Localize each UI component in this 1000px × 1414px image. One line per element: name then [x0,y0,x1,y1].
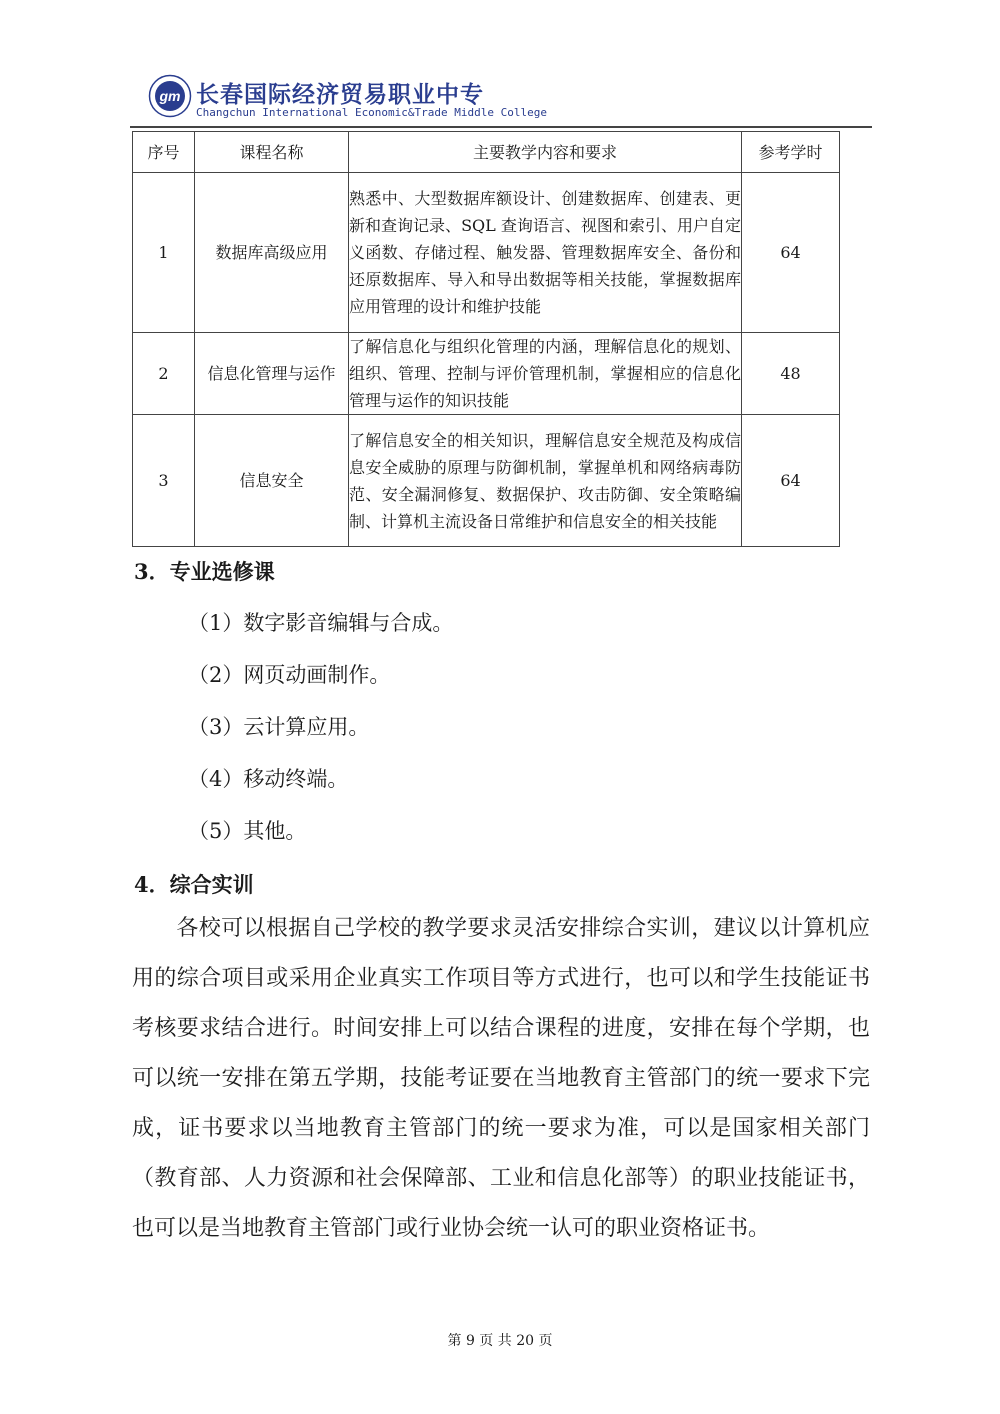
table-row [133,333,840,415]
page-number: 第 9 页 共 20 页 [447,1333,553,1349]
table-header-row [133,132,840,173]
row-course-name [195,173,349,333]
elective-item: （1）数字影音编辑与合成。 [188,611,454,635]
school-name-cn: 长春国际经济贸易职业中专 [196,81,484,108]
section3-heading: 3．专业选修课 [134,559,275,584]
course-name-text: 信息安全 [239,471,304,490]
header-divider [130,126,872,128]
header-no: 序号 [133,132,195,173]
row-hours: 64 [742,415,840,547]
elective-item: （2）网页动画制作。 [188,663,391,687]
elective-item: （5）其他。 [188,819,307,843]
school-name-en: Changchun International Economic&Trade Middle College [196,106,547,119]
section4-paragraph [132,904,870,1254]
course-table [132,131,840,547]
row-course-name [195,415,349,547]
course-name-text: 信息化管理与运作 [207,364,336,383]
header-content: 主要教学内容和要求 [349,132,742,173]
elective-item: （3）云计算应用。 [188,715,370,739]
row-hours: 48 [742,333,840,415]
course-name-text: 数据库高级应用 [215,243,328,262]
table-row [133,415,840,547]
row-no: 2 [133,333,195,415]
row-no: 3 [133,415,195,547]
row-content: 了解信息化与组织化管理的内涵，理解信息化的规划、组织、管理、控制与评价管理机制，掌握相应的信息化管理与运作的知识技能 [349,333,742,415]
logo-text: gm [159,88,181,104]
elective-item: （4）移动终端。 [188,767,349,791]
header-hours: 参考学时 [742,132,840,173]
row-hours: 64 [742,173,840,333]
page-header [148,72,878,124]
table-row [133,173,840,333]
row-content: 了解信息安全的相关知识，理解信息安全规范及构成信息安全威胁的原理与防御机制，掌握单机和网络病毒防范、安全漏洞修复、数据保护、攻击防御、安全策略编制、计算机主流设备日常维护和信息安全的相关技能 [349,415,742,547]
school-logo-icon [148,74,192,118]
section4-paragraph-text: 各校可以根据自己学校的教学要求灵活安排综合实训，建议以计算机应用的综合项目或采用企业真实工作项目等方式进行，也可以和学生技能证书考核要求结合进行。时间安排上可以结合课程的进度，安排在每个学期，也可以统一安排在第五学期，技能考证要在当地教育主管部门的统一要求下完成，证书要求以当地教育主管部门的统一要求为准，可以是国家相关部门（教育部、人力资源和社会保障部、工业和信息化部等）的职业技能证书，也可以是当地教育主管部门或行业协会统一认可的职业资格证书。 [132,916,870,1241]
row-no: 1 [133,173,195,333]
row-course-name [195,333,349,415]
section4-heading: 4．综合实训 [134,872,254,897]
row-content: 熟悉中、大型数据库额设计、创建数据库、创建表、更新和查询记录、SQL 查询语言、视图和索引、用户自定义函数、存储过程、触发器、管理数据库安全、备份和还原数据库、导入和导出数据等相关技能，掌握数据库应用管理的设计和维护技能 [349,173,742,333]
header-course-name: 课程名称 [195,132,349,173]
